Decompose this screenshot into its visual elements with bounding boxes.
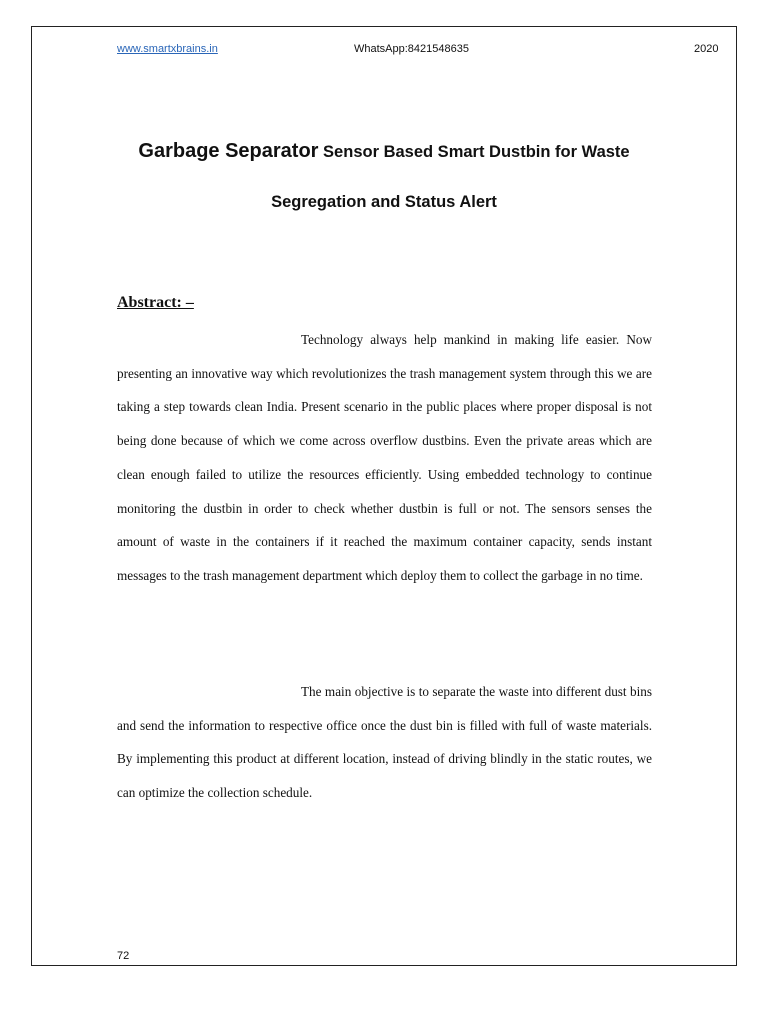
title-subtitle: Sensor Based Smart Dustbin for Waste <box>318 143 630 161</box>
abstract-paragraph-1: Technology always help mankind in making life easier. Now presenting an innovative way which revolutionizes the trash management system through this we are taking a step towards clean India. Present scenario in the public places where proper disposal is not being done because of which we come across overflow dustbins. Even the private areas which are clean enough failed to utilize the resources efficiently. Using embedded technology to continue monitoring the dustbin in order to check whether dustbin is full or not. The sensors senses the amount of waste in the containers if it reached the maximum container capacity, sends instant messages to the trash management department which deploy them to collect the garbage in no time. <box>117 332 652 583</box>
abstract-paragraph-2: The main objective is to separate the waste into different dust bins and send the information to respective office once the dust bin is filled with full of waste materials. By implementing this product at different location, instead of driving blindly in the static routes, we can optimize the collection schedule. <box>117 684 652 801</box>
document-title <box>100 140 668 163</box>
header-year: 2020 <box>694 43 719 55</box>
website-link[interactable]: www.smartxbrains.in <box>117 43 218 55</box>
document-title-line2: Segregation and Status Alert <box>271 193 497 211</box>
whatsapp-number: WhatsApp:8421548635 <box>354 43 469 55</box>
title-main: Garbage Separator <box>138 140 319 162</box>
abstract-heading: Abstract: – <box>117 294 194 311</box>
page-header <box>0 40 768 60</box>
page-number: 72 <box>117 950 130 962</box>
